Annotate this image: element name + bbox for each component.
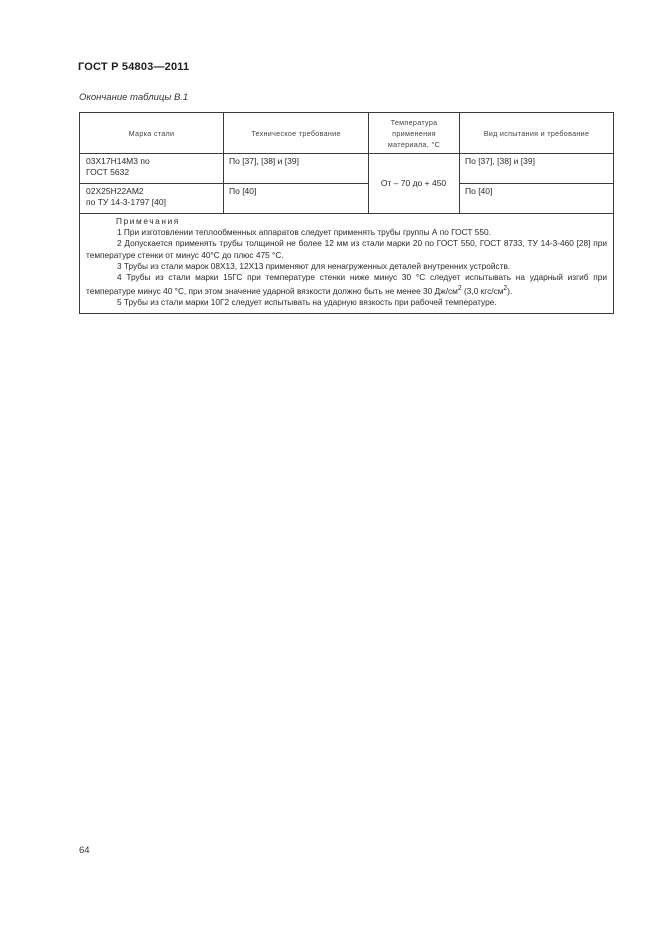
grade-cell <box>80 184 224 214</box>
grade-line-1: 02Х25Н22АМ2 <box>86 186 144 196</box>
note-4 <box>86 272 607 297</box>
requirement-text: По [40] <box>229 186 257 196</box>
page-number: 64 <box>79 845 90 856</box>
temperature-header-line-1: Температура <box>390 117 438 127</box>
note-4-unit: (3,0 кгс/см <box>461 285 504 296</box>
requirement-cell <box>224 154 369 184</box>
grade-cell <box>80 154 224 184</box>
test-text: По [40] <box>465 186 493 196</box>
grade-line-2: по ТУ 14-3-1797 [40] <box>86 197 166 207</box>
requirement-text: По [37], [38] и [39] <box>229 156 299 166</box>
note-1: 1 При изготовлении теплообменных аппаратов следует применять трубы группы А по ГОСТ 550. <box>117 227 491 238</box>
note-5: 5 Трубы из стали марки 10Г2 следует испытывать на ударную вязкость при рабочей температуре. <box>117 297 497 308</box>
table-row <box>80 154 614 184</box>
notes-title: Примечания <box>116 216 180 226</box>
note-4-superscript: 2 <box>457 285 462 293</box>
table-caption: Окончание таблицы В.1 <box>79 92 189 103</box>
test-cell <box>460 184 614 214</box>
temperature-text: От – 70 до + 450 <box>380 178 447 188</box>
note-4-text: 4 Трубы из стали марки 15ГС при температуре стенки ниже минус 30 °С следует испытывать на ударный изгиб при температуре минус 40 °С, при этом значение ударной вязкости должно быть не менее 30 Дж/см <box>86 272 607 296</box>
note-3: 3 Трубы из стали марок 08Х13, 12Х13 применяют для ненагруженных деталей внутренних устройств. <box>117 260 511 271</box>
temperature-header-line-3: материала, °С <box>387 139 441 149</box>
note-4-end: ). <box>507 285 513 296</box>
grade-line-2: ГОСТ 5632 <box>86 167 130 177</box>
document-header: ГОСТ Р 54803—2011 <box>78 61 190 73</box>
grade-line-1: 03Х17Н14М3 по <box>86 156 150 166</box>
note-4-superscript-2: 2 <box>503 285 508 293</box>
column-header-temperature <box>369 113 460 154</box>
column-header-requirement: Техническое требование <box>224 113 369 154</box>
steel-table <box>79 112 614 314</box>
notes-cell <box>80 214 614 314</box>
column-header-grade: Марка стали <box>80 113 224 154</box>
test-cell <box>460 154 614 184</box>
temperature-header-line-2: применения <box>392 128 436 138</box>
note-2: 2 Допускается применять трубы толщиной не более 12 мм из стали марки 20 по ГОСТ 550, ГОСТ 8733, ТУ 14-3-460 [28] при температуре стенки от минус 40°С до плюс 475 °С. <box>86 238 607 260</box>
temperature-cell <box>369 154 460 214</box>
table-header-row <box>80 113 614 154</box>
requirement-cell <box>224 184 369 214</box>
table-row <box>80 184 614 214</box>
column-header-test: Вид испытания и требование <box>460 113 614 154</box>
notes-row <box>80 214 614 314</box>
test-text: По [37], [38] и [39] <box>465 156 535 166</box>
